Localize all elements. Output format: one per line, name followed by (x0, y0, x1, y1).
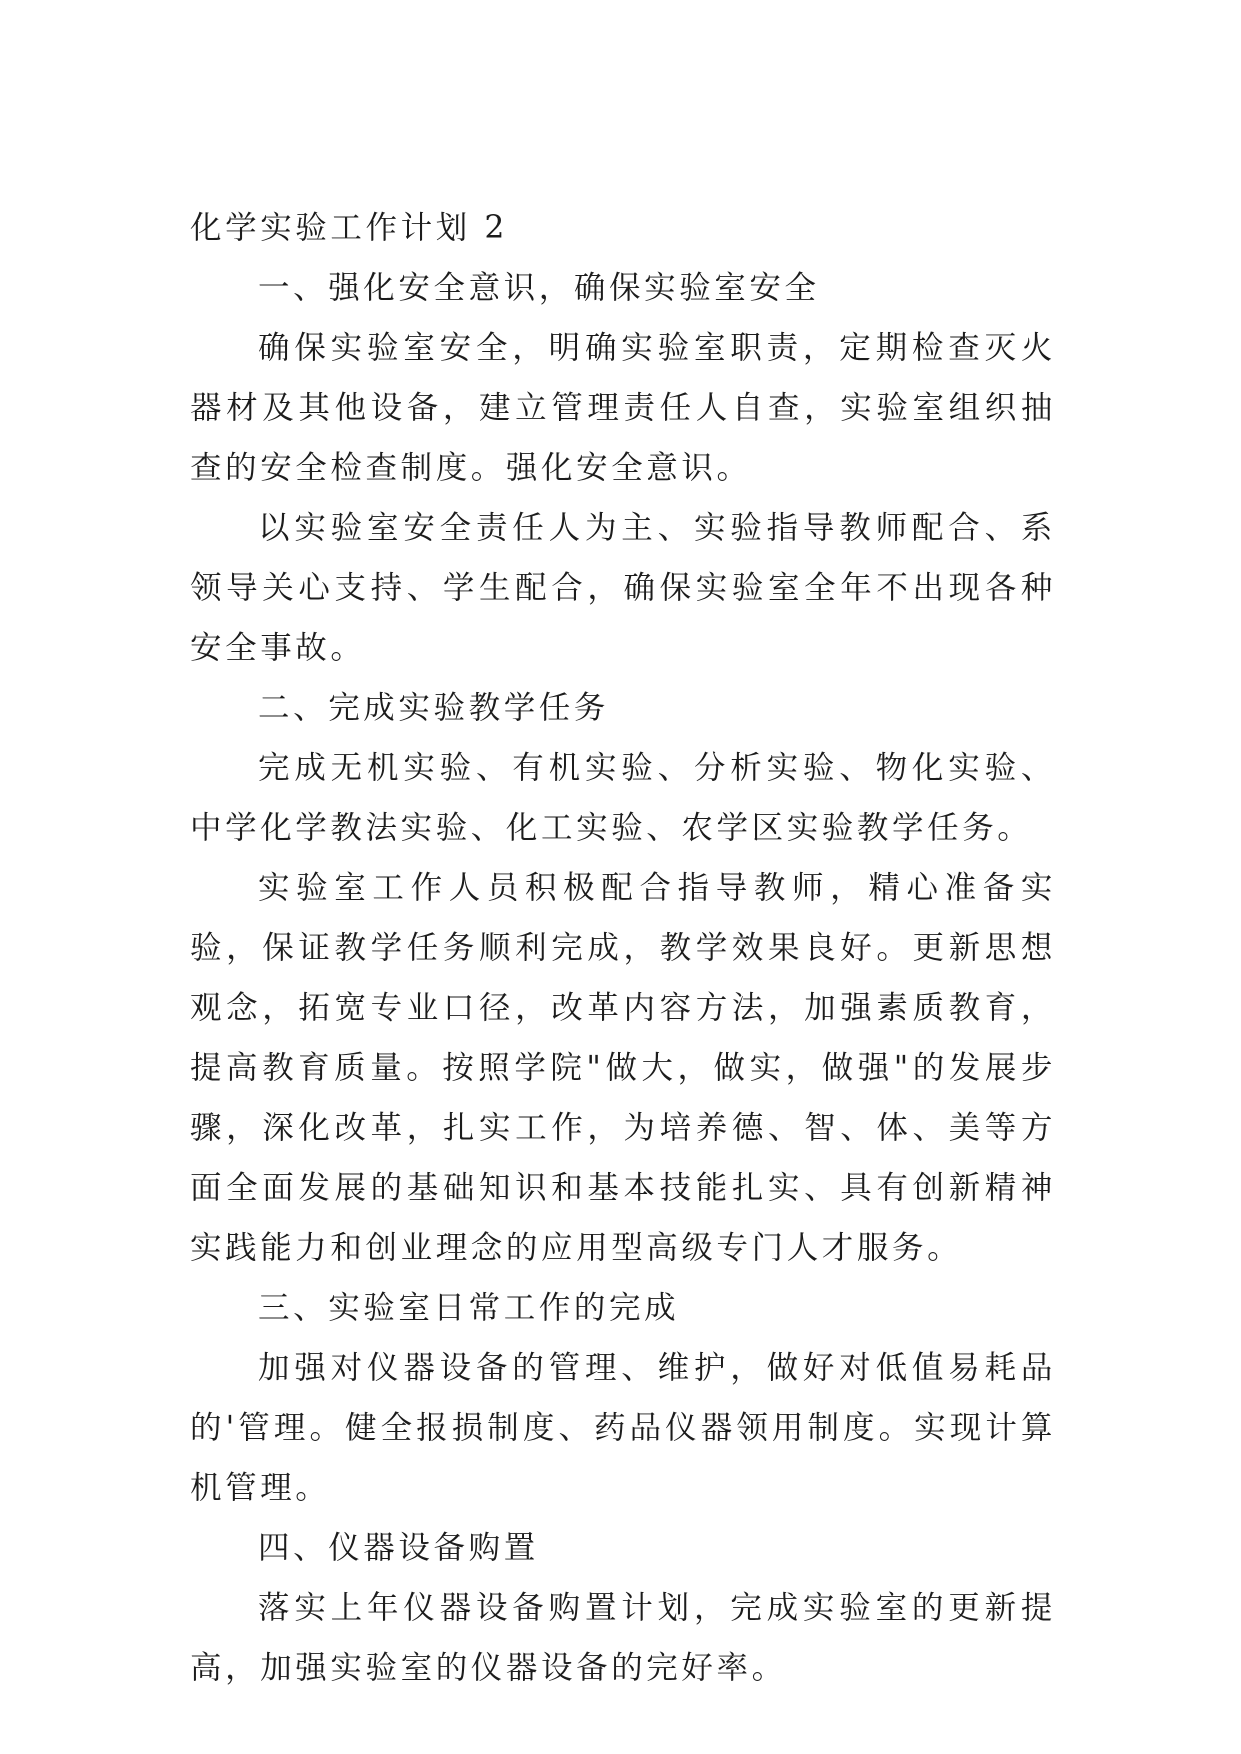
paragraph-daily-work: 加强对仪器设备的管理、维护，做好对低值易耗品的'管理。健全报损制度、药品仪器领用制度。实现计算机管理。 (190, 1350, 1056, 1506)
document-title: 化学实验工作计划 2 (190, 210, 509, 246)
paragraph-safety-duties: 确保实验室安全，明确实验室职责，定期检查灭火器材及其他设备，建立管理责任人自查，实验室组织抽查的安全检查制度。强化安全意识。 (190, 330, 1056, 486)
paragraph-teaching-quality: 实验室工作人员积极配合指导教师，精心准备实验，保证教学任务顺利完成，教学效果良好。更新思想观念，拓宽专业口径，改革内容方法，加强素质教育，提高教育质量。按照学院"做大，做实，做强"的发展步骤，深化改革，扎实工作，为培养德、智、体、美等方面全面发展的基础知识和基本技能扎实、具有创新精神实践能力和创业理念的应用型高级专门人才服务。 (190, 870, 1056, 1266)
section-heading-teaching: 二、完成实验教学任务 (258, 690, 610, 726)
section-heading-safety: 一、强化安全意识，确保实验室安全 (258, 270, 820, 306)
section-heading-daily-work: 三、实验室日常工作的完成 (258, 1290, 680, 1326)
section-heading-equipment: 四、仪器设备购置 (258, 1530, 539, 1566)
paragraph-teaching-tasks: 完成无机实验、有机实验、分析实验、物化实验、中学化学教法实验、化工实验、农学区实验教学任务。 (190, 750, 1056, 846)
paragraph-safety-responsibility: 以实验室安全责任人为主、实验指导教师配合、系领导关心支持、学生配合，确保实验室全年不出现各种安全事故。 (190, 510, 1056, 666)
document-body (190, 198, 1056, 1698)
paragraph-equipment: 落实上年仪器设备购置计划，完成实验室的更新提高，加强实验室的仪器设备的完好率。 (190, 1590, 1056, 1686)
